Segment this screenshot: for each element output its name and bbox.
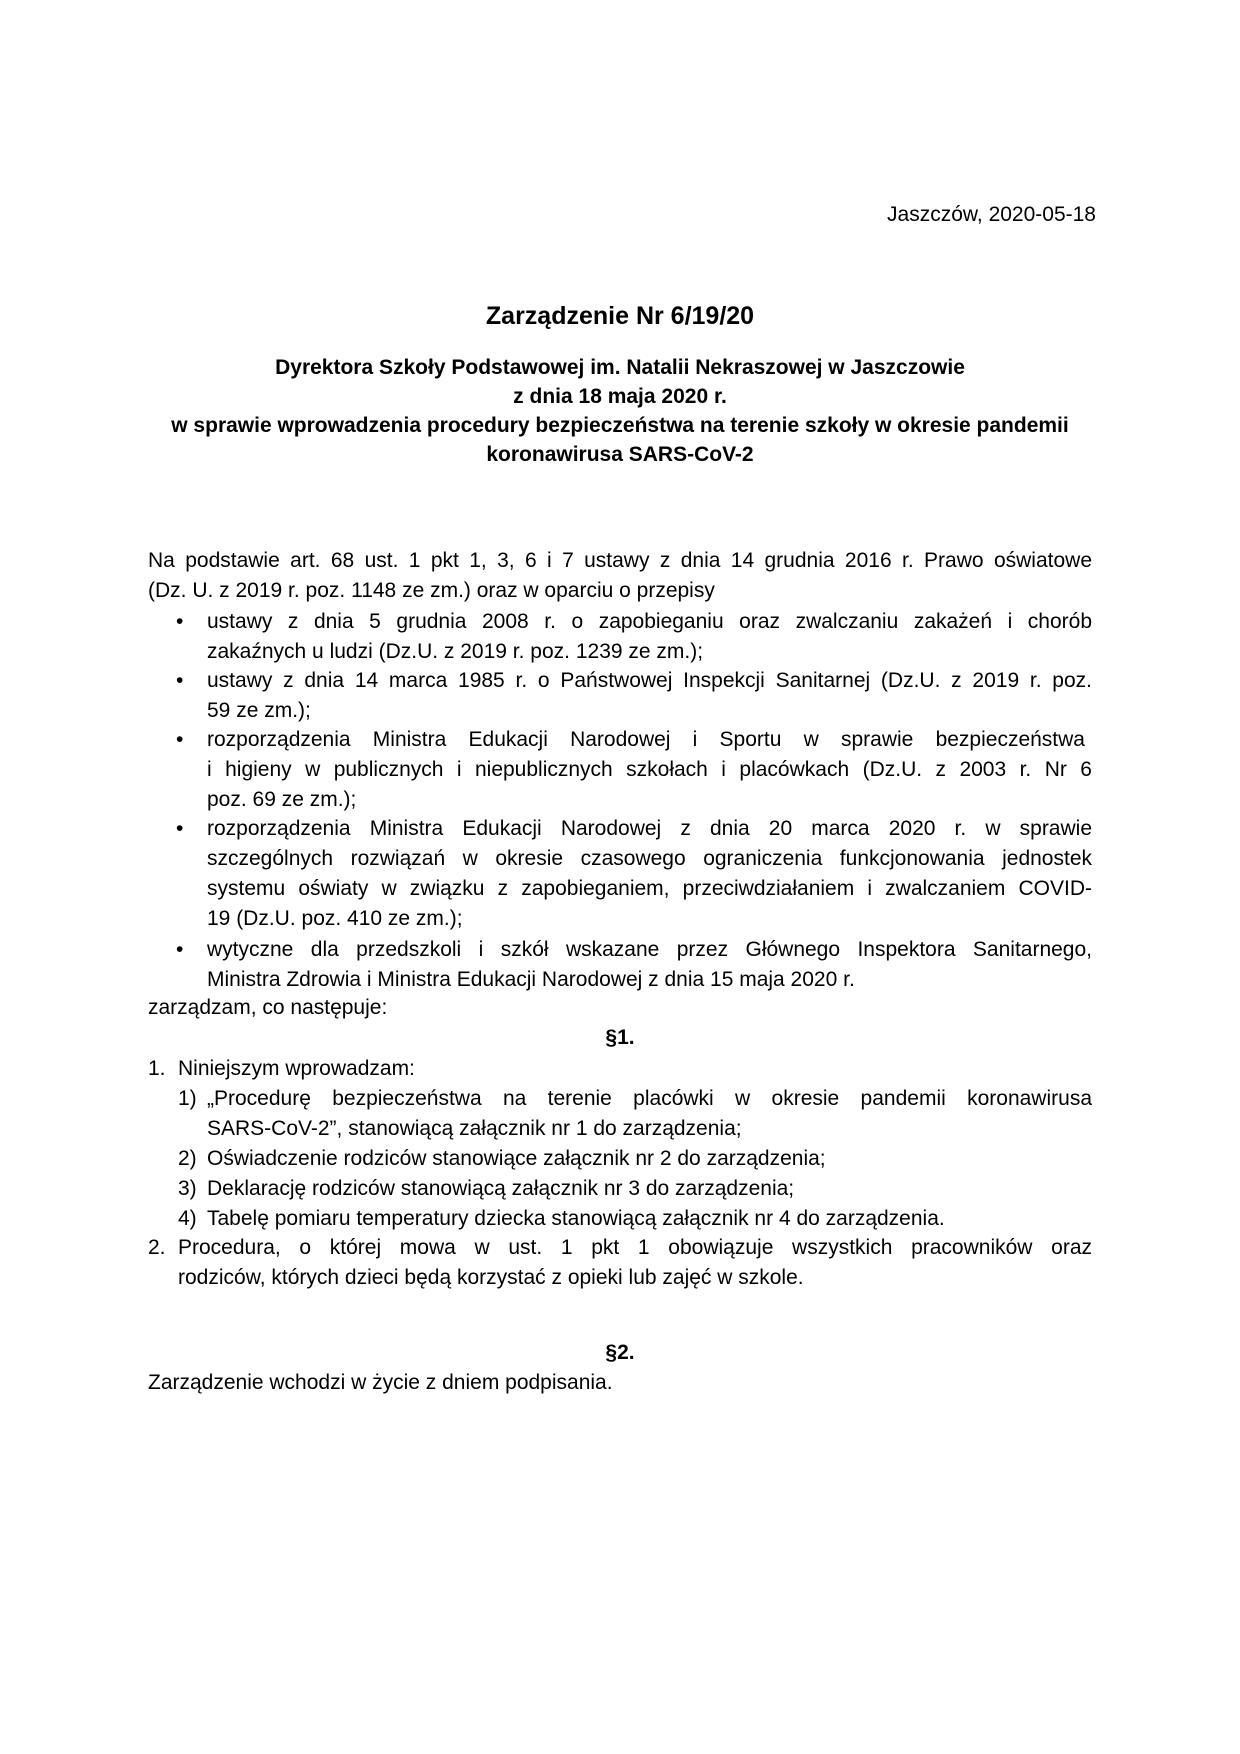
bullet-line: ustawy z dnia 14 marca 1985 r. o Państwowej Inspekcji Sanitarnej (Dz.U. z 2019 r. poz. xyxy=(207,669,1092,692)
subitem-number: 4) xyxy=(178,1207,197,1230)
bullet-line: 19 (Dz.U. poz. 410 ze zm.); xyxy=(207,907,463,930)
subitem-number: 3) xyxy=(178,1177,197,1200)
item-line: rodziców, których dzieci będą korzystać z opieki lub zajęć w szkole. xyxy=(178,1266,804,1289)
subitem-line: Oświadczenie rodziców stanowiące załącznik nr 2 do zarządzenia; xyxy=(207,1147,826,1170)
subtitle-line: koronawirusa SARS-CoV-2 xyxy=(486,443,754,466)
bullet-line: i higieny w publicznych i niepublicznych szkołach i placówkach (Dz.U. z 2003 r. Nr 6 xyxy=(207,758,1092,781)
bullet-symbol: • xyxy=(176,728,184,751)
subitem-line: Deklarację rodziców stanowiącą załącznik nr 3 do zarządzenia; xyxy=(207,1177,795,1200)
document-title: Zarządzenie Nr 6/19/20 xyxy=(485,302,755,330)
subitem-line: SARS-CoV-2”, stanowiącą załącznik nr 1 do zarządzenia; xyxy=(207,1117,742,1140)
section-heading: §1. xyxy=(605,1026,635,1049)
section-heading: §2. xyxy=(605,1341,635,1364)
item-line: Procedura, o której mowa w ust. 1 pkt 1 obowiązuje wszystkich pracowników oraz xyxy=(178,1236,1092,1259)
bullet-line: szczególnych rozwiązań w okresie czasowego ograniczenia funkcjonowania jednostek xyxy=(207,847,1092,870)
bullet-line: rozporządzenia Ministra Edukacji Narodowej i Sportu w sprawie bezpieczeństwa xyxy=(207,728,1085,751)
intro-line: (Dz. U. z 2019 r. poz. 1148 ze zm.) oraz w oparciu o przepisy xyxy=(148,579,715,602)
subtitle-line: z dnia 18 maja 2020 r. xyxy=(513,385,727,408)
item-number: 1. xyxy=(148,1057,166,1080)
subtitle-line: w sprawie wprowadzenia procedury bezpieczeństwa na terenie szkoły w okresie pandemii xyxy=(171,414,1069,437)
item-text: Niniejszym wprowadzam: xyxy=(178,1057,415,1080)
intro-line: Na podstawie art. 68 ust. 1 pkt 1, 3, 6 i 7 ustawy z dnia 14 grudnia 2016 r. Prawo oświatowe xyxy=(148,549,1092,572)
place-date: Jaszczów, 2020-05-18 xyxy=(887,203,1096,226)
subitem-line: „Procedurę bezpieczeństwa na terenie placówki w okresie pandemii koronawirusa xyxy=(207,1087,1092,1110)
subitem-number: 2) xyxy=(178,1147,197,1170)
bullet-line: wytyczne dla przedszkoli i szkół wskazane przez Głównego Inspektora Sanitarnego, xyxy=(207,938,1092,961)
item-number: 2. xyxy=(148,1236,166,1259)
bullet-symbol: • xyxy=(176,938,184,961)
bullet-line: zakaźnych u ludzi (Dz.U. z 2019 r. poz. 1239 ze zm.); xyxy=(207,640,704,663)
subitem-number: 1) xyxy=(178,1087,197,1110)
decree-text: zarządzam, co następuje: xyxy=(148,996,388,1019)
bullet-symbol: • xyxy=(176,669,184,692)
subitem-line: Tabelę pomiaru temperatury dziecka stanowiącą załącznik nr 4 do zarządzenia. xyxy=(207,1207,945,1230)
subtitle-line: Dyrektora Szkoły Podstawowej im. Natalii Nekraszowej w Jaszczowie xyxy=(275,356,965,379)
section-text: Zarządzenie wchodzi w życie z dniem podpisania. xyxy=(148,1371,613,1394)
bullet-line: ustawy z dnia 5 grudnia 2008 r. o zapobieganiu oraz zwalczaniu zakażeń i chorób xyxy=(207,610,1092,633)
bullet-line: 59 ze zm.); xyxy=(207,699,311,722)
bullet-symbol: • xyxy=(176,817,184,840)
bullet-line: poz. 69 ze zm.); xyxy=(207,788,357,811)
bullet-line: Ministra Zdrowia i Ministra Edukacji Narodowej z dnia 15 maja 2020 r. xyxy=(207,968,855,991)
bullet-symbol: • xyxy=(176,610,184,633)
bullet-line: rozporządzenia Ministra Edukacji Narodowej z dnia 20 marca 2020 r. w sprawie xyxy=(207,817,1092,840)
bullet-line: systemu oświaty w związku z zapobieganiem, przeciwdziałaniem i zwalczaniem COVID- xyxy=(207,877,1092,900)
